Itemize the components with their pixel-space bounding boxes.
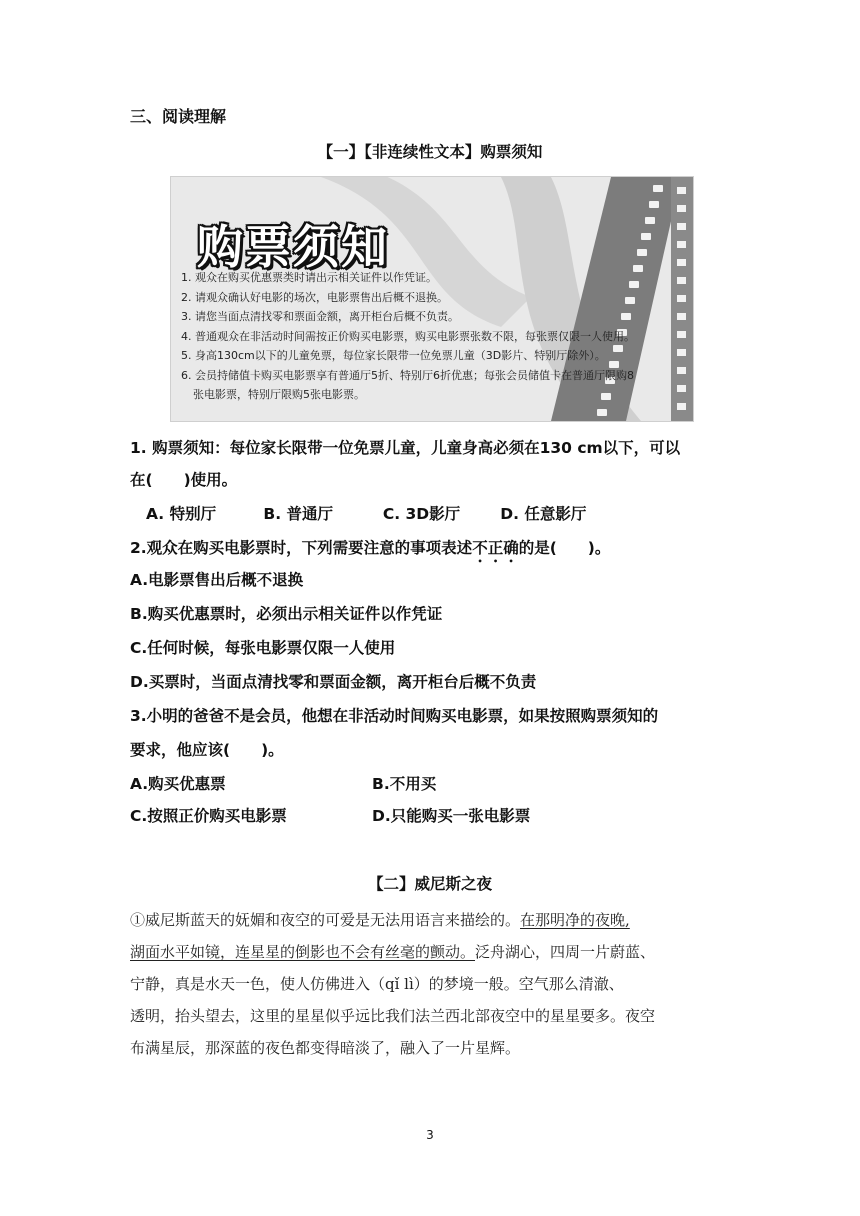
notice-item: 3. 请您当面点清找零和票面金额，离开柜台后概不负责。 [181,310,459,323]
passage-line-1 [130,904,730,936]
ticket-notice-image [170,176,694,422]
q2-stem-emphasis: 不正确 [472,539,519,557]
passage-line-2 [130,936,730,968]
passage-line-3: 宁静，真是水天一色，使人仿佛进入（qǐ lì）的梦境一般。空气那么清澈、 [130,975,624,993]
q3-option-c[interactable]: C.按照正价购买电影票 [130,807,287,825]
passage-line-5: 布满星辰，那深蓝的夜色都变得暗淡了，融入了一片星辉。 [130,1039,521,1057]
q3-option-b[interactable]: B.不用买 [372,775,437,793]
q2-stem-pre: 2.观众在购买电影票时，下列需要注意的事项表述 [130,539,473,557]
q1-option-c[interactable]: C. 3D影厅 [382,505,461,523]
notice-item: 1. 观众在购买优惠票类时请出示相关证件以作凭证。 [181,271,437,284]
notice-item: 5. 身高130cm以下的儿童免票，每位家长限带一位免票儿童（3D影片、特别厅除外）。 [181,349,606,362]
q1-option-a[interactable]: A. 特别厅 [146,505,217,523]
notice-item: 张电影票，特别厅限购5张电影票。 [193,388,365,401]
q3-line2: 要求，他应该( )。 [130,741,284,759]
notice-item: 2. 请观众确认好电影的场次，电影票售出后概不退换。 [181,290,448,304]
q2-stem [130,532,610,566]
q1-options [146,498,586,530]
section-title: 三、阅读理解 [130,107,227,126]
q3-option-a[interactable]: A.购买优惠票 [130,775,226,793]
notice-heading: 购票须知 [197,220,389,274]
q1-line2: 在( )使用。 [130,471,238,489]
notice-item: 6. 会员持储值卡购买电影票享有普通厅5折、特别厅6折优惠；每张会员储值卡在普通厅限购8 [181,368,634,382]
passage-line-4: 透明，抬头望去，这里的星星似乎远比我们法兰西北部夜空中的星星要多。夜空 [130,1007,656,1025]
passage-rest-1: 泛舟湖心，四周一片蔚蓝、 [475,943,656,961]
passage-underlined-2: 湖面水平如镜，连星星的倒影也不会有丝毫的颤动。 [130,943,476,961]
q2-option-b[interactable]: B.购买优惠票时，必须出示相关证件以作凭证 [130,605,443,623]
q1-option-b[interactable]: B. 普通厅 [263,505,334,523]
notice-item: 4. 普通观众在非活动时间需按正价购买电影票，购买电影票张数不限，每张票仅限一人使用。 [181,329,635,343]
q1-line1: 1. 购票须知：每位家长限带一位免票儿童，儿童身高必须在130 cm以下，可以 [130,439,681,457]
q3-line1: 3.小明的爸爸不是会员，他想在非活动时间购买电影票，如果按照购票须知的 [130,707,659,725]
passage-underlined-1: 在那明净的夜晚, [520,911,630,929]
q2-stem-post: 的是( )。 [518,539,611,557]
part2-title: 【二】威尼斯之夜 [368,875,493,893]
passage-lead: ①威尼斯蓝天的妩媚和夜空的可爱是无法用语言来描绘的。 [130,911,521,929]
notice-list [181,268,691,405]
page-number: 3 [426,1128,434,1142]
q2-option-c[interactable]: C.任何时候，每张电影票仅限一人使用 [130,639,396,657]
q3-option-d[interactable]: D.只能购买一张电影票 [372,807,531,825]
part1-title: 【一】【非连续性文本】购票须知 [317,143,543,161]
q1-option-d[interactable]: D. 任意影厅 [500,505,587,523]
q2-option-d[interactable]: D.买票时，当面点清找零和票面金额，离开柜台后概不负责 [130,673,537,691]
q2-option-a[interactable]: A.电影票售出后概不退换 [130,571,304,589]
